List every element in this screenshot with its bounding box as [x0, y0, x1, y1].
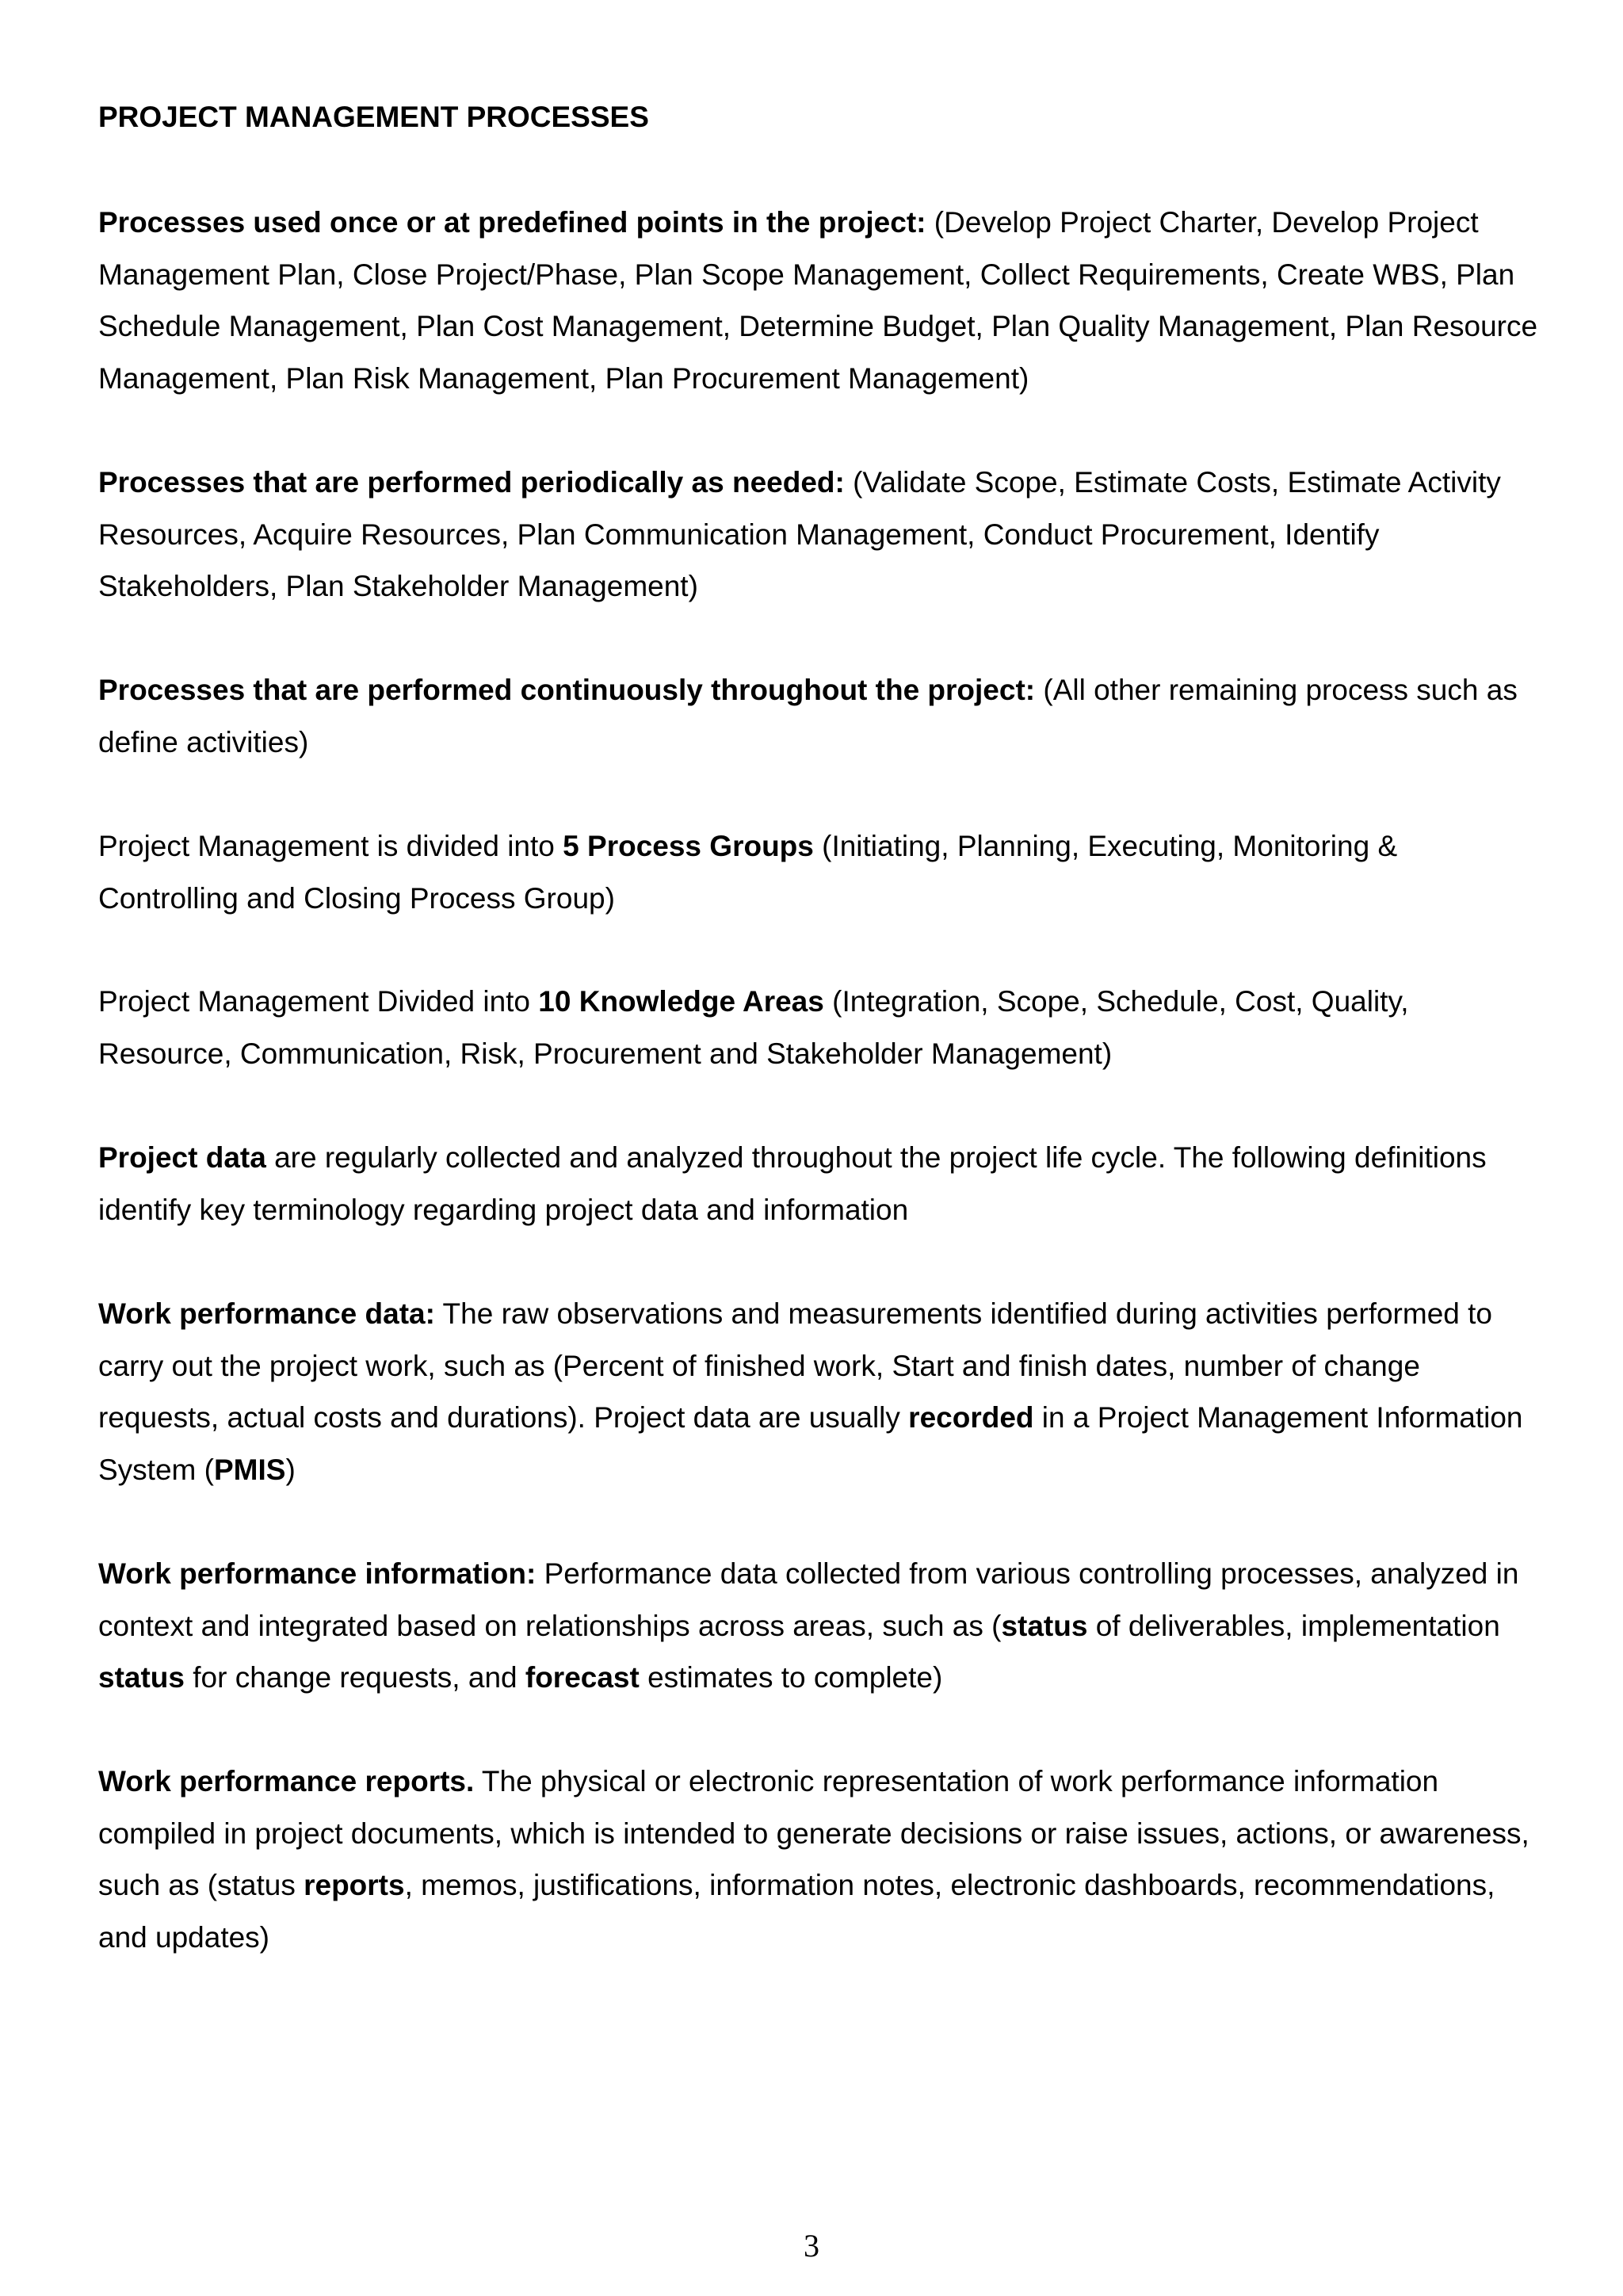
paragraph-knowledge-areas — [98, 976, 1541, 1079]
text-segment: Project Management is divided into — [98, 830, 563, 862]
text-segment: Performance data collected from various controlling processes, analyzed in context and integrated based on relationships across areas, such as ( — [98, 1557, 1519, 1642]
text-segment: estimates to complete) — [639, 1661, 943, 1694]
paragraph-continuous-processes — [98, 664, 1541, 768]
paragraph-work-performance-data — [98, 1288, 1541, 1496]
paragraph-work-performance-information — [98, 1548, 1541, 1704]
text-segment: The physical or electronic representation of work performance information compiled in project documents, which is intended to generate decisions or raise issues, actions, or awareness, such as (status — [98, 1765, 1529, 1901]
page-number: 3 — [804, 2228, 819, 2264]
paragraph-periodic-processes — [98, 457, 1541, 613]
text-segment: Project Management Divided into — [98, 985, 539, 1018]
bold-text-segment: Work performance information: — [98, 1557, 537, 1590]
bold-text-segment: status — [1001, 1609, 1088, 1642]
paragraph-project-data — [98, 1132, 1541, 1236]
bold-text-segment: Processes that are performed continuously throughout the project: — [98, 674, 1036, 706]
bold-text-segment: Processes used once or at predefined points in the project: — [98, 206, 926, 239]
text-segment: , memos, justifications, information notes, electronic dashboards, recommendations, and updates) — [98, 1869, 1495, 1954]
paragraph-once-processes — [98, 197, 1541, 404]
text-segment: (Integration, Scope, Schedule, Cost, Quality, Resource, Communication, Risk, Procurement and Stakeholder Management) — [98, 985, 1409, 1070]
text-segment: are regularly collected and analyzed throughout the project life cycle. The following definitions identify key terminology regarding project data and information — [98, 1141, 1487, 1226]
text-segment: (All other remaining process such as define activities) — [98, 674, 1518, 758]
bold-text-segment: Processes that are performed periodically as needed: — [98, 466, 845, 499]
bold-text-segment: Work performance data: — [98, 1297, 435, 1330]
bold-text-segment: forecast — [525, 1661, 640, 1694]
text-segment: (Develop Project Charter, Develop Project Management Plan, Close Project/Phase, Plan Scope Management, Collect Requirements, Create WBS, Plan Schedule Management, Plan Cost Management, Determine Budget, Plan Quality Management, Plan Resource Management, Plan Risk Management, Plan Procurement Management) — [98, 206, 1538, 395]
bold-text-segment: PMIS — [213, 1453, 286, 1486]
text-segment: (Validate Scope, Estimate Costs, Estimate Activity Resources, Acquire Resources, Plan Communication Management, Conduct Procurement, Identify Stakeholders, Plan Stakeholder Management) — [98, 466, 1501, 602]
bold-text-segment: 5 Process Groups — [563, 830, 814, 862]
bold-text-segment: status — [98, 1661, 185, 1694]
bold-text-segment: 10 Knowledge Areas — [538, 985, 824, 1018]
text-segment: (Initiating, Planning, Executing, Monitoring & Controlling and Closing Process Group) — [98, 830, 1398, 915]
bold-text-segment: Project data — [98, 1141, 266, 1174]
text-segment: The raw observations and measurements identified during activities performed to carry out the project work, such as (Percent of finished work, Start and finish dates, number of change requests, actual costs and durations). Project data are usually — [98, 1297, 1492, 1434]
paragraph-process-groups — [98, 820, 1541, 924]
page-title: PROJECT MANAGEMENT PROCESSES — [98, 101, 649, 133]
text-segment: for change requests, and — [184, 1661, 525, 1694]
bold-text-segment: reports — [304, 1869, 405, 1901]
text-segment: in a Project Management Information System ( — [98, 1401, 1523, 1486]
text-segment: ) — [285, 1453, 296, 1486]
bold-text-segment: recorded — [908, 1401, 1034, 1434]
text-segment: of deliverables, implementation — [1087, 1609, 1500, 1642]
paragraph-work-performance-reports — [98, 1755, 1541, 1963]
bold-text-segment: Work performance reports. — [98, 1765, 475, 1797]
